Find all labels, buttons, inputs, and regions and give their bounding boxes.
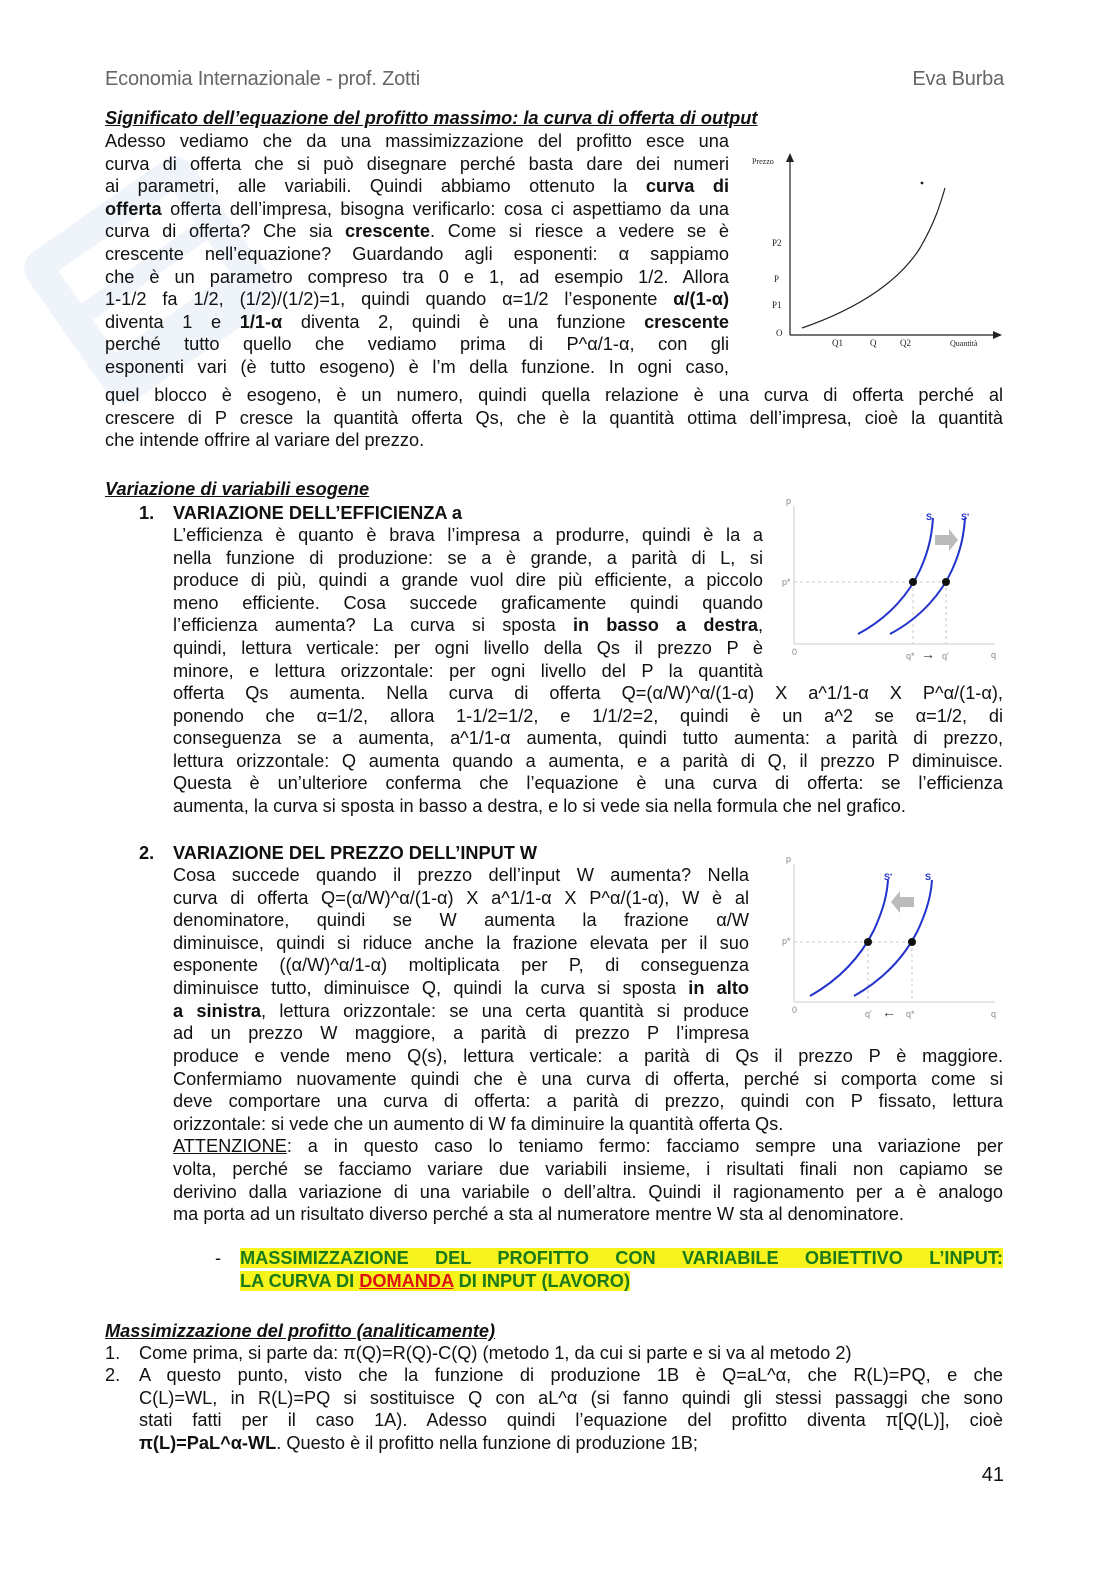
efficiency-shift-figure xyxy=(780,492,1010,667)
fig3-q0: q* xyxy=(906,1009,915,1019)
header-author: Eva Burba xyxy=(912,68,1004,90)
fig3-q1: q' xyxy=(865,1009,872,1019)
fig1-q: Q xyxy=(870,338,877,348)
fig1-p2: P2 xyxy=(772,238,782,248)
section1-full-text: quel blocco è esogeno, è un numero, quindi quella relazione è una curva di offerta perché al crescere di P cresce la quantità offerta Qs, che è la quantità ottima dell’impresa, cioè la quantità che intende offrire al variare del prezzo. xyxy=(105,385,1003,451)
fig3-arrow: ← xyxy=(882,1004,896,1020)
item2-full-text: produce e vende meno Q(s), lettura verticale: a parità di Qs il prezzo P è maggiore. Confermiamo nuovamente quindi che è una curva di offerta, perché si comporta come si deve comportare una curva di offerta: a parità di prezzo, quindi con P fissato, lettura orizzontale: si vede che un aumento di W fa diminuire la quantità offerta Qs. ATTENZIONE: a in questo caso lo teniamo fermo: facciamo sempre una variazione per volta, perché se facciamo variare due variabili insieme, i risultati finali non capiamo se derivino dalla variazione di una variabile o dell’altra. Quindi il ragionamento per a è analogo ma porta ad un risultato diverso perché a sta al numeratore mentre W sta al denominatore. xyxy=(173,1046,1003,1225)
profit-formula: π(L)=PaL^α-WL xyxy=(139,1432,277,1453)
fig2-q-label: q xyxy=(991,650,997,660)
fig1-p1: P1 xyxy=(772,300,782,310)
fig2-s2-label: S' xyxy=(961,512,970,522)
item1-number: 1. xyxy=(139,503,155,523)
fig2-zero: 0 xyxy=(792,647,798,657)
section-title-variabili-esogene: Variazione di variabili esogene xyxy=(105,479,370,499)
fig2-s-label: S xyxy=(926,512,933,522)
highlight-heading: MASSIMIZZAZIONE DEL PROFITTO CON VARIABILE OBIETTIVO L’INPUT: LA CURVA DI DOMANDA DI INPUT (LAVORO) xyxy=(240,1248,1003,1291)
fig1-x-label: Quantità xyxy=(950,339,978,348)
fig3-zero: 0 xyxy=(792,1005,798,1015)
fig2-pstar: p* xyxy=(782,577,791,587)
fig2-arrow: → xyxy=(921,646,935,662)
fig2-q1: q' xyxy=(942,651,949,661)
fig3-s-label: S xyxy=(925,872,932,882)
fig3-p-label: p xyxy=(786,854,792,864)
s3-item2-text: A questo punto, visto che la funzione di produzione 1B è Q=aL^α, che R(L)=PQ, e che C(L)=WL, in R(L)=PQ si sostituisce Q con aL^α (si fanno quindi gli stessi passaggi che sono stati fatti per il caso 1A). Adesso quindi l’equazione del profitto diventa π[Q(L)], cioè π(L)=PaL^α-WL. Questo è il profitto nella funzione di produzione 1B; xyxy=(139,1365,1003,1453)
fig3-pstar: p* xyxy=(782,936,791,946)
attenzione-label: ATTENZIONE xyxy=(173,1136,287,1157)
item1-full-text: offerta Qs aumenta. Nella curva di offerta Q=(α/W)^α/(1-α) X a^1/1-α X P^α/(1-α), ponendo che α=1/2, allora 1-1/2=1/2, e 1/1/2=2, quindi è un a^2 se α=1/2, di conseguenza se a aumenta, a^1/1-α aumenta, quindi tutto aumenta: a parità di prezzo, lettura orizzontale: Q aumenta quando a aumenta, e a parità di Q, il prezzo P diminuisce. Questa è un’ulteriore conferma che l’equazione è una curva di offerta: se l’efficienza aumenta, la curva si sposta in basso a destra, e lo si vede sia nella formula che nel grafico. xyxy=(173,683,1003,816)
s3-item1-number: 1. xyxy=(105,1343,121,1363)
highlight-bullet: - xyxy=(215,1248,222,1268)
item2-wrapped-text: Cosa succede quando il prezzo dell’input W aumenta? Nella curva di offerta Q=(α/W)^α/(1-α) X a^1/1-α X P^α/(1-α), W è al denominatore, quindi se W aumenta la frazione α/W diminuisce, quindi si riduce anche la frazione elevata per il suo esponente ((α/W)^α/1-α) moltiplicata per P, di conseguenza diminuisce tutto, diminuisce Q, quindi la curva si sposta in alto a sinistra, lettura orizzontale: se una certa quantità si produce ad un prezzo W maggiore, a parità di prezzo P l’impresa xyxy=(173,865,749,1044)
fig3-q-label: q xyxy=(991,1009,997,1019)
fig1-y-label: Prezzo xyxy=(752,157,774,166)
section-title-curva-offerta: Significato dell’equazione del profitto massimo: la curva di offerta di output xyxy=(105,108,758,128)
page-number: 41 xyxy=(981,1464,1004,1486)
header-course: Economia Internazionale - prof. Zotti xyxy=(105,68,420,90)
fig1-origin: O xyxy=(776,328,783,338)
fig1-q1: Q1 xyxy=(832,338,843,348)
supply-curve-figure xyxy=(752,150,1010,350)
fig2-p-label: p xyxy=(786,496,792,506)
fig1-p: P xyxy=(774,274,780,284)
item1-wrapped-text: L’efficienza è quanto è brava l’impresa a produrre, quindi è la a nella funzione di produzione: se a è grande, a parità di L, si produce di più, quindi a grande vuol dire più efficiente, a piccolo meno efficiente. Cosa succede graficamente quindi quando l’efficienza aumenta? La curva si sposta in basso a destra, quindi, lettura verticale: per ogni livello della Qs il prezzo P è minore, e lettura orizzontale: per ogni livello del P la quantità xyxy=(173,525,763,681)
domanda-word: DOMANDA xyxy=(359,1270,454,1291)
item2-number: 2. xyxy=(139,843,155,863)
fig2-q0: q* xyxy=(906,651,915,661)
s3-item1-text: Come prima, si parte da: π(Q)=R(Q)-C(Q) (metodo 1, da cui si parte e si va al metodo 2) xyxy=(139,1343,852,1363)
fig1-q2: Q2 xyxy=(900,338,911,348)
section-title-massimizzazione: Massimizzazione del profitto (analiticamente) xyxy=(105,1321,496,1341)
input-price-shift-figure xyxy=(780,850,1010,1025)
s3-item2-number: 2. xyxy=(105,1365,121,1385)
section1-wrapped-text: Adesso vediamo che da una massimizzazione del profitto esce una curva di offerta che si può disegnare perché basta dare dei numeri ai parametri, alle variabili. Quindi abbiamo ottenuto la curva di offerta offerta dell’impresa, bisogna verificarlo: cosa ci aspettiamo da una curva di offerta? Che sia crescente. Come si riesce a vedere se è crescente nell’equazione? Guardando agli esponenti: α sappiamo che è un parametro compreso tra 0 e 1, ad esempio 1/2. Allora 1-1/2 fa 1/2, (1/2)/(1/2)=1, quindi quando α=1/2 l’esponente α/(1-α) diventa 1 e 1/1-α diventa 2, quindi è una funzione crescente perché tutto quello che vediamo prima di P^α/1-α, con gli esponenti vari (è tutto esogeno) è l’m della funzione. In ogni caso, xyxy=(105,131,730,377)
item2-title: VARIAZIONE DEL PREZZO DELL’INPUT W xyxy=(173,843,538,863)
fig3-s2-label: S' xyxy=(884,872,893,882)
item1-title: VARIAZIONE DELL’EFFICIENZA a xyxy=(173,503,462,523)
